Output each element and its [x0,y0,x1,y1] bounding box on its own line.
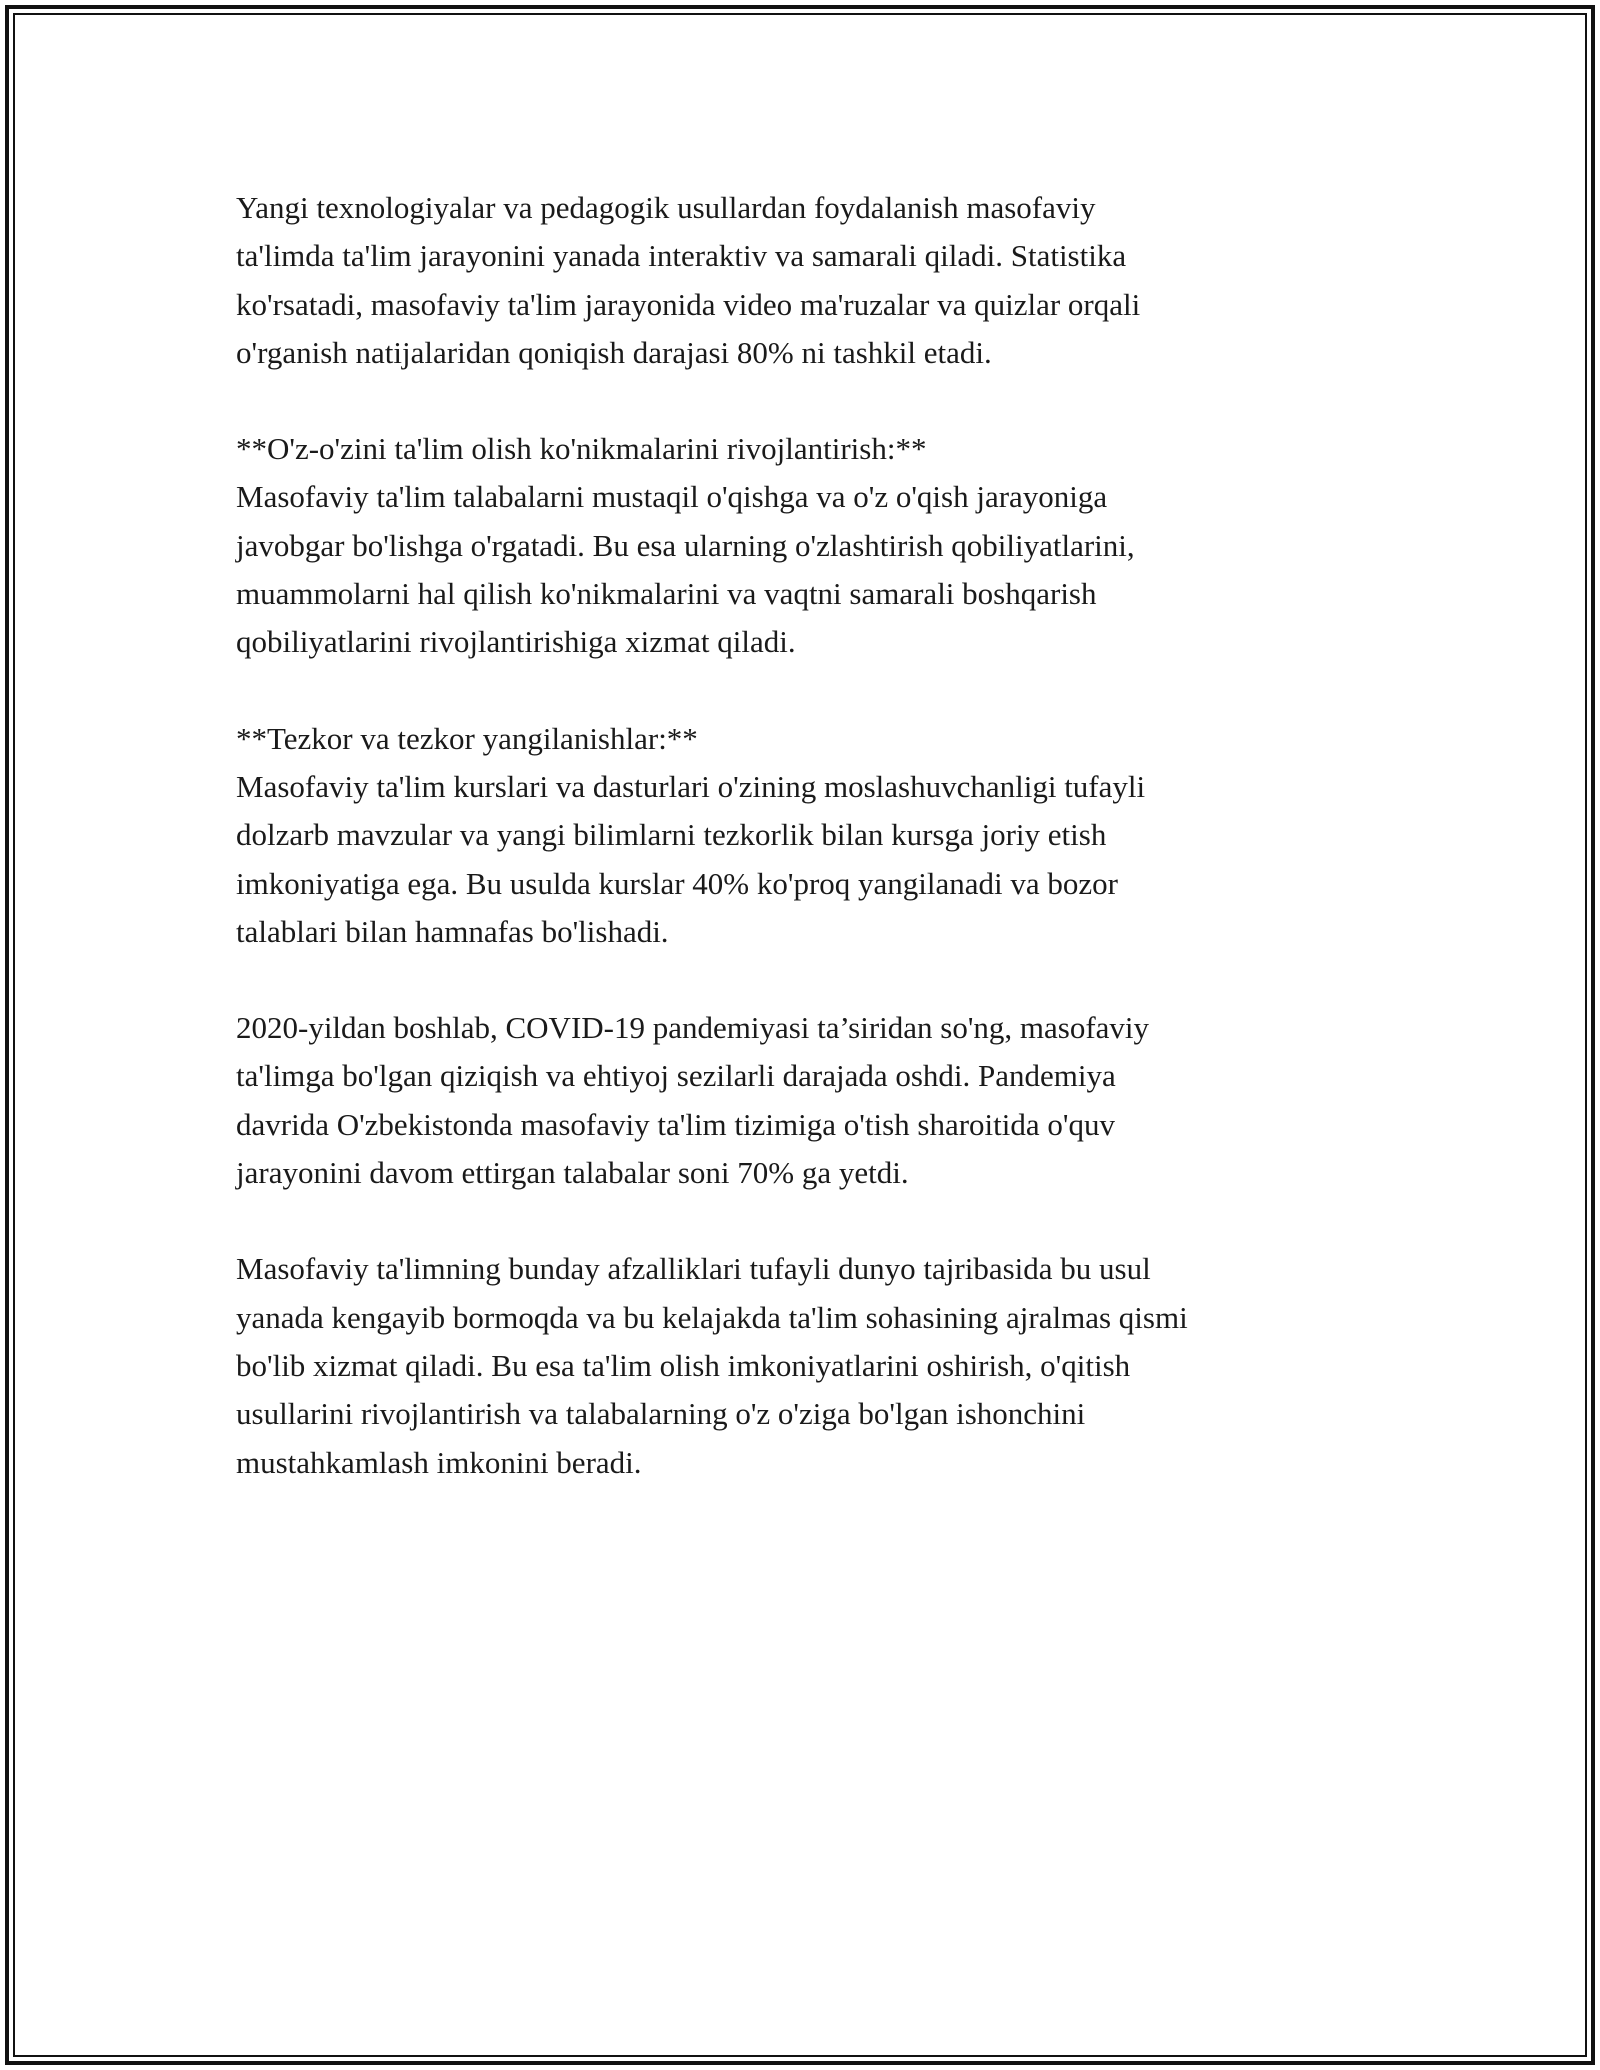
paragraph-technologies: Yangi texnologiyalar va pedagogik usullardan foydalanish masofaviy ta'limda ta'lim jarayonini yanada interaktiv va samarali qiladi. Statistika ko'rsatadi, masofaviy ta'lim jarayonida video ma'ruzalar va quizlar orqali o'rganish natijalaridan qoniqish darajasi 80% ni tashkil etadi. [236,190,1141,370]
document-body [236,184,1396,1487]
paragraph-quick-updates: **Tezkor va tezkor yangilanishlar:** Masofaviy ta'lim kurslari va dasturlari o'zining moslashuvchanligi tufayli dolzarb mavzular va yangi bilimlarni tezkorlik bilan kursga joriy etish imkoniyatiga ega. Bu usulda kurslar 40% ko'proq yangilanadi va bozor talablari bilan hamnafas bo'lishadi. [236,720,1146,949]
paragraph-conclusion: Masofaviy ta'limning bunday afzalliklari tufayli dunyo tajribasida bu usul yanada kengayib bormoqda va bu kelajakda ta'lim sohasining ajralmas qismi bo'lib xizmat qiladi. Bu esa ta'lim olish imkoniyatlarini oshirish, o'qitish usullarini rivojlantirish va talabalarning o'z o'ziga bo'lgan ishonchini mustahkamlash imkonini beradi. [236,1251,1188,1480]
paragraph-covid: 2020-yildan boshlab, COVID-19 pandemiyasi ta’siridan so'ng, masofaviy ta'limga bo'lgan qiziqish va ehtiyoj sezilarli darajada oshdi. Pandemiya davrida O'zbekistonda masofaviy ta'lim tizimiga o'tish sharoitida o'quv jarayonini davom ettirgan talabalar soni 70% ga yetdi. [236,1010,1150,1191]
paragraph-self-learning: **O'z-o'zini ta'lim olish ko'nikmalarini rivojlantirish:** Masofaviy ta'lim talabalarni mustaqil o'qishga va o'z o'qish jarayoniga javobgar bo'lishga o'rgatadi. Bu esa ularning o'zlashtirish qobiliyatlarini, muammolarni hal qilish ko'nikmalarini va vaqtni samarali boshqarish qobiliyatlarini rivojlantirishiga xizmat qiladi. [236,431,1135,660]
